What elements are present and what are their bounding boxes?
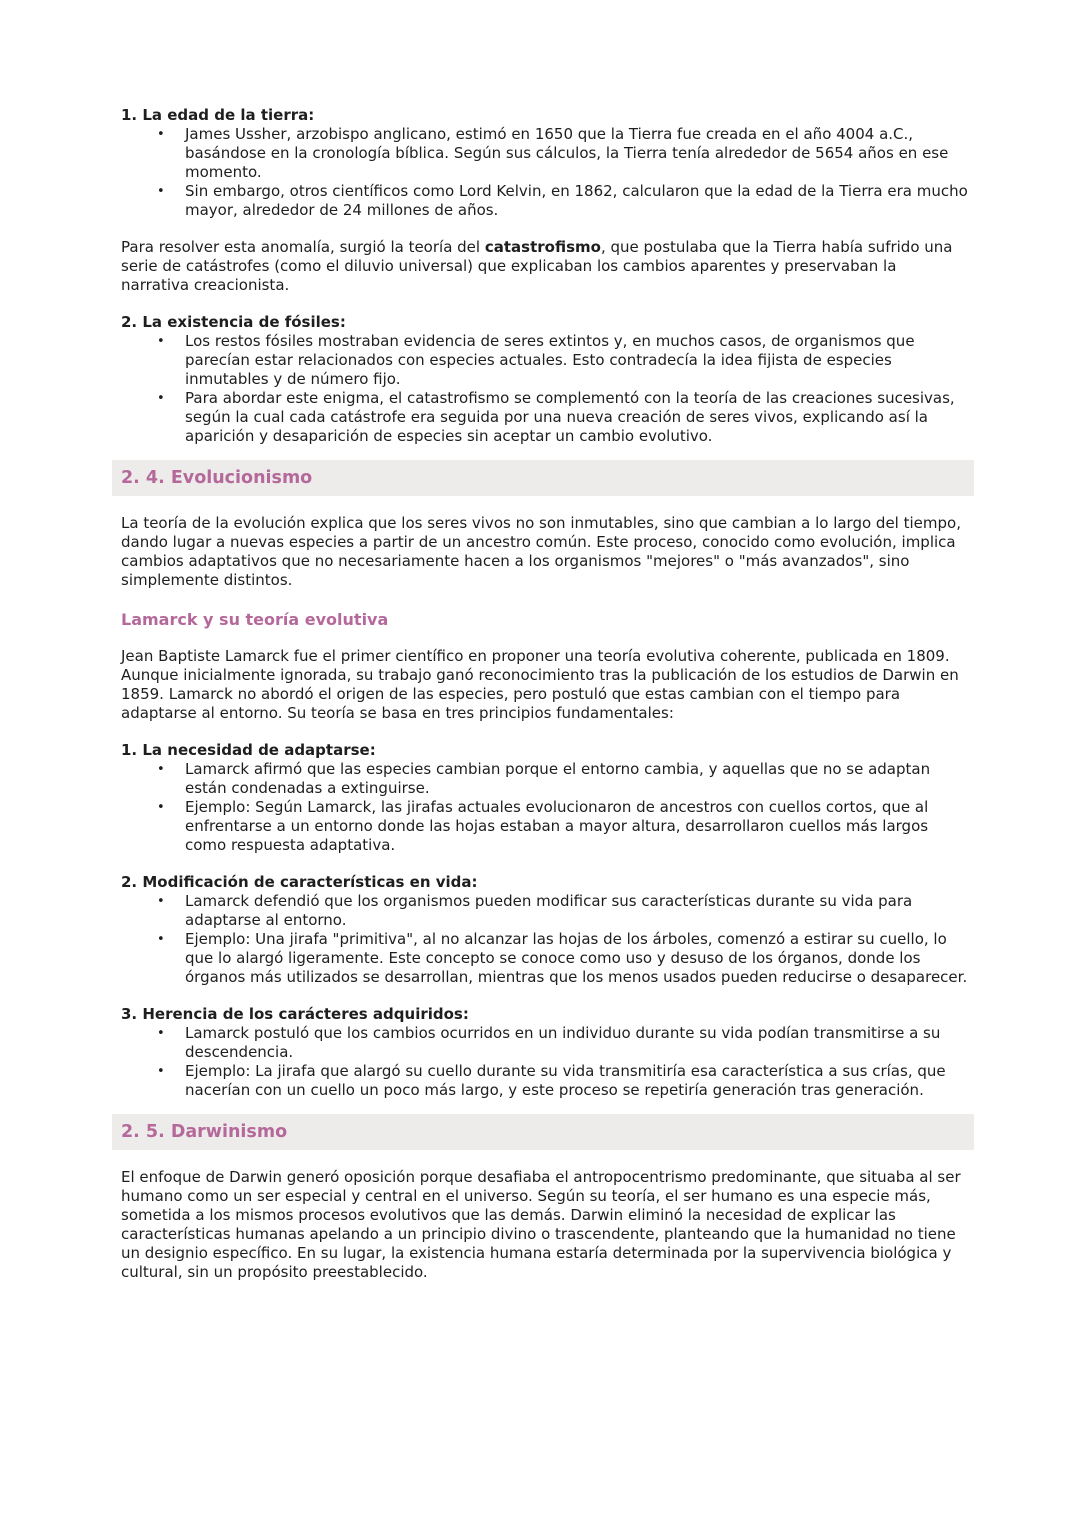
heading-modificacion-caracteristicas: 2. Modificación de características en vida:: [121, 873, 478, 891]
list-item: [185, 125, 968, 182]
paragraph-text: , que postulaba que la Tierra había sufrido una serie de catástrofes (como el diluvio universal) que explicaban los cambios aparentes y preservaban la narrativa creacionista.: [121, 238, 953, 294]
list-item-text: James Ussher, arzobispo anglicano, estimó en 1650 que la Tierra fue creada en el año 4004 a.C., basándose en la cronología bíblica. Según sus cálculos, la Tierra tenía alrededor de 5654 años en ese momento.: [185, 125, 949, 181]
section-band-evolucionismo: [112, 460, 974, 496]
heading-edad-tierra: 1. La edad de la tierra:: [121, 106, 315, 124]
list-item: [185, 332, 968, 389]
heading-herencia-caracteres: 3. Herencia de los carácteres adquiridos:: [121, 1005, 469, 1023]
list-item-text: Para abordar este enigma, el catastrofismo se complementó con la teoría de las creaciones sucesivas, según la cual cada catástrofe era seguida por una nueva creación de seres vivos, explicando así la aparición y desaparición de especies sin aceptar un cambio evolutivo.: [185, 389, 955, 445]
heading-necesidad-adaptarse: 1. La necesidad de adaptarse:: [121, 741, 376, 759]
list-item: [185, 1024, 968, 1062]
section-title-evolucionismo: 2. 4. Evolucionismo: [121, 468, 313, 488]
edad-tierra-list: [121, 125, 968, 220]
list-item-text: Lamarck postuló que los cambios ocurridos en un individuo durante su vida podían transmitirse a su descendencia.: [185, 1024, 941, 1061]
fosiles-list: [121, 332, 968, 446]
herencia-caracteres-list: [121, 1024, 968, 1100]
necesidad-adaptarse-list: [121, 760, 968, 855]
list-item: [185, 892, 968, 930]
list-item: [185, 389, 968, 446]
list-item-text: Ejemplo: Según Lamarck, las jirafas actuales evolucionaron de ancestros con cuellos cortos, que al enfrentarse a un entorno donde las hojas estaban a mayor altura, desarrollaron cuellos más largos como respuesta adaptativa.: [185, 798, 929, 854]
heading-existencia-fosiles: 2. La existencia de fósiles:: [121, 313, 346, 331]
paragraph-darwinismo: El enfoque de Darwin generó oposición porque desafiaba el antropocentrismo predominante, que situaba al ser humano como un ser especial y central en el universo. Según su teoría, el ser humano es una especie más, sometida a los mismos procesos evolutivos que las demás. Darwin eliminó la necesidad de explicar las características humanas apelando a un principio divino o trascendente, planteando que la humanidad no tiene un designio específico. En su lugar, la existencia humana estaría determinada por la supervivencia biológica y cultural, sin un propósito preestablecido.: [121, 1168, 961, 1281]
list-item: [185, 930, 968, 987]
list-item-text: Sin embargo, otros científicos como Lord Kelvin, en 1862, calcularon que la edad de la Tierra era mucho mayor, alrededor de 24 millones de años.: [185, 182, 968, 219]
bold-term-catastrofismo: catastrofismo: [484, 238, 601, 256]
paragraph-lamarck-intro: Jean Baptiste Lamarck fue el primer científico en proponer una teoría evolutiva coherente, publicada en 1809. Aunque inicialmente ignorada, su trabajo ganó reconocimiento tras la publicación de los estudios de Darwin en 1859. Lamarck no abordó el origen de las especies, pero postuló que estas cambian con el tiempo para adaptarse al entorno. Su teoría se basa en tres principios fundamentales:: [121, 647, 959, 722]
list-item-text: Ejemplo: Una jirafa "primitiva", al no alcanzar las hojas de los árboles, comenzó a estirar su cuello, lo que lo alargó ligeramente. Este concepto se conoce como uso y desuso de los órganos, donde los órganos más utilizados se desarrollan, mientras que los menos usados pueden reducirse o desaparecer.: [185, 930, 968, 986]
list-item-text: Los restos fósiles mostraban evidencia de seres extintos y, en muchos casos, de organismos que parecían estar relacionados con especies actuales. Esto contradecía la idea fijista de especies inmutables y de número fijo.: [185, 332, 915, 388]
list-item: [185, 798, 968, 855]
list-item: [185, 760, 968, 798]
list-item: [185, 182, 968, 220]
paragraph-evolucionismo-intro: La teoría de la evolución explica que los seres vivos no son inmutables, sino que cambian a lo largo del tiempo, dando lugar a nuevas especies a partir de un ancestro común. Este proceso, conocido como evolución, implica cambios adaptativos que no necesariamente hacen a los organismos "mejores" o "más avanzados", sino simplemente distintos.: [121, 514, 961, 589]
section-title-darwinismo: 2. 5. Darwinismo: [121, 1122, 288, 1142]
subheader-lamarck: Lamarck y su teoría evolutiva: [121, 610, 389, 629]
section-band-darwinismo: [112, 1114, 974, 1150]
list-item-text: Lamarck afirmó que las especies cambian porque el entorno cambia, y aquellas que no se adaptan están condenadas a extinguirse.: [185, 760, 931, 797]
list-item-text: Ejemplo: La jirafa que alargó su cuello durante su vida transmitiría esa característica a sus crías, que nacerían con un cuello un poco más largo, y este proceso se repetiría generación tras generación.: [185, 1062, 946, 1099]
modificacion-caracteristicas-list: [121, 892, 968, 987]
paragraph-catastrofismo: [121, 238, 968, 295]
list-item-text: Lamarck defendió que los organismos pueden modificar sus características durante su vida para adaptarse al entorno.: [185, 892, 913, 929]
paragraph-text: Para resolver esta anomalía, surgió la teoría del: [121, 238, 485, 256]
list-item: [185, 1062, 968, 1100]
